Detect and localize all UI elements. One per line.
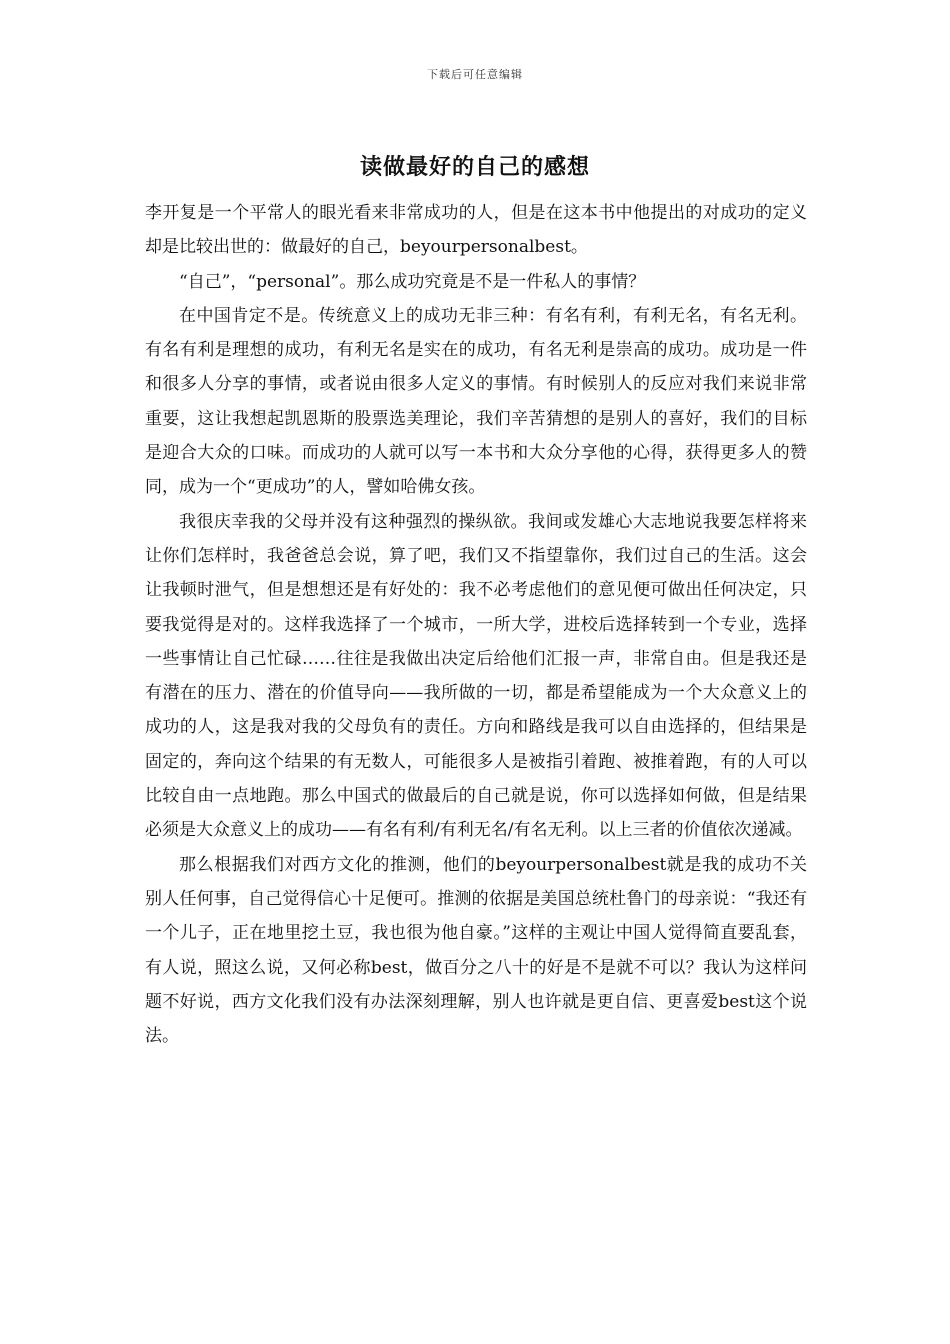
paragraph-3: 在中国肯定不是。传统意义上的成功无非三种：有名有利，有利无名，有名无利。有名有利是理想的成功，有利无名是实在的成功，有名无利是崇高的成功。成功是一件和很多人分享的事情，或者说由很多人定义的事情。有时候别人的反应对我们来说非常重要，这让我想起凯恩斯的股票选美理论，我们辛苦猜想的是别人的喜好，我们的目标是迎合大众的口味。而成功的人就可以写一本书和大众分享他的心得，获得更多人的赞同，成为一个“更成功”的人，譬如哈佛女孩。 [145,305,807,498]
paragraph-4: 我很庆幸我的父母并没有这种强烈的操纵欲。我间或发雄心大志地说我要怎样将来让你们怎样时，我爸爸总会说，算了吧，我们又不指望靠你，我们过自己的生活。这会让我顿时泄气，但是想想还是有好处的：我不必考虑他们的意见便可做出任何决定，只要我觉得是对的。这样我选择了一个城市，一所大学，进校后选择转到一个专业，选择一些事情让自己忙碌……往往是我做出决定后给他们汇报一声，非常自由。但是我还是有潜在的压力、潜在的价值导向——我所做的一切，都是希望能成为一个大众意义上的成功的人，这是我对我的父母负有的责任。方向和路线是我可以自由选择的，但结果是固定的，奔向这个结果的有无数人，可能很多人是被指引着跑、被推着跑，有的人可以比较自由一点地跑。那么中国式的做最后的自己就是说，你可以选择如何做，但是结果必须是大众意义上的成功——有名有利/有利无名/有名无利。以上三者的价值依次递减。 [145,511,807,841]
paragraph-1: 李开复是一个平常人的眼光看来非常成功的人，但是在这本书中他提出的对成功的定义却是比较出世的：做最好的自己，beyourpersonalbest。 [145,203,807,258]
header-note: 下载后可任意编辑 [427,68,523,81]
paragraph-2: “自己”，“personal”。那么成功究竟是不是一件私人的事情？ [179,271,646,292]
paragraph-5: 那么根据我们对西方文化的推测，他们的beyourpersonalbest就是我的成功不关别人任何事，自己觉得信心十足便可。推测的依据是美国总统杜鲁门的母亲说：“我还有一个儿子，正在地里挖土豆，我也很为他自豪。”这样的主观让中国人觉得简直要乱套，有人说，照这么说，又何必称best，做百分之八十的好是不是就不可以？我认为这样问题不好说，西方文化我们没有办法深刻理解，别人也许就是更自信、更喜爱best这个说法。 [145,854,807,1047]
article-body [145,196,807,1053]
page-title: 读做最好的自己的感想 [359,155,590,180]
